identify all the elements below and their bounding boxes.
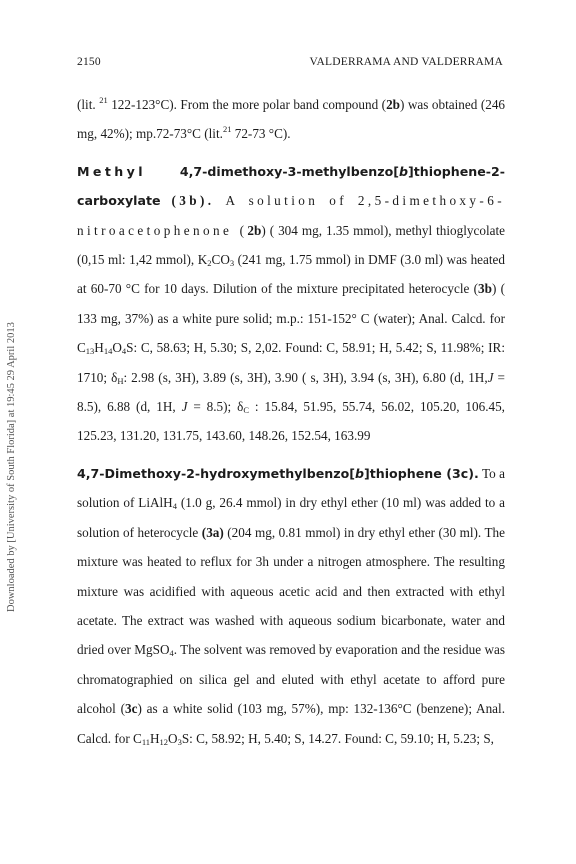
paragraph-compound-3c: 4,7-Dimethoxy-2-hydroxymethylbenzo[b]thiophene (3c). To a solution of LiAlH$_4$ (1.0 g, 26.4 mmol) in dry ethyl ether (10 ml) was added to a solution of heterocycle (3a) (204 mg, 0.81 mmol) in dry ethyl ether (30 ml). The mixture was heated to reflux for 3h under a nitrogen atmosphere. The resulting mixture was acidified with aqueous acetic acid and then extracted with ethyl acetate. The extract was washed with aqueous sodium bicarbonate, water and dried over MgSO$_4$. The solvent was removed by evaporation and the residue was chromatographied on silica gel and eluted with ethyl acetate to afford pure alcohol (3c) as a white solid (103 mg, 57%), mp: 132-136°C (benzene); Anal. Calcd. for $C_{11}H_{12}O_3S$: C, 58.92; H, 5.40; S, 14.27. Found: C, 59.10; H, 5.23; S, <box>77 465 506 747</box>
compound-title-3b: Methyl <box>77 163 146 179</box>
download-watermark: Downloaded by [University of South Florida] at 19:45 29 April 2013 <box>6 322 17 612</box>
paragraph-compound-3b: Methyl 4,7-dimethoxy-3-methylbenzo[b]thiophene-2-carboxylate (3b). A solution of 2,5-dimethoxy-6-nitroacetophenone (2b) ( 304 mg, 1.35 mmol), methyl thioglycolate (0,15 ml: 1,42 mmol), $K_2CO_3$ (241 mg, 1.75 mmol) in DMF (3.0 ml) was heated at 60-70 °C for 10 days. Dilution of the mixture precipitated heterocycle (3b) ( 133 mg, 37%) as a white pure solid; m.p.: 151-152° C (water); Anal. Calcd. for $C_{13}H_{14}O_4S$: C, 58.63; H, 5.30; S, 2,02. Found: C, 58.91; H, 5.42; S, 11.98%; IR: 1710; $\delta_H$: 2.98 (s, 3H), 3.89 (s, 3H), 3.90 ( s, 3H), 3.94 (s, 3H), 6.80 (d, 1H,J = 8.5), 6.88 (d, 1H, J = 8.5); $\delta_C$ : 15.84, 51.95, 55.74, 56.02, 105.20, 106.45, 125.23, 131.20, 131.75, 143.60, 148.26, 152.54, 163.99 <box>77 163 506 444</box>
paragraph-lit-reference: (lit. $^{21}$ 122-123°C). From the more polar band compound (2b) was obtained (246 mg, 42%); mp.72-73°C (lit.$^{21}$ 72-73 °C). <box>77 95 506 142</box>
page-number: 2150 <box>77 56 101 68</box>
compound-title-3c: 4,7-Dimethoxy-2-hydroxymethylbenzo[ <box>77 465 355 481</box>
running-header <box>77 56 503 68</box>
running-title: VALDERRAMA AND VALDERRAMA <box>309 56 503 68</box>
article-body <box>77 90 505 753</box>
